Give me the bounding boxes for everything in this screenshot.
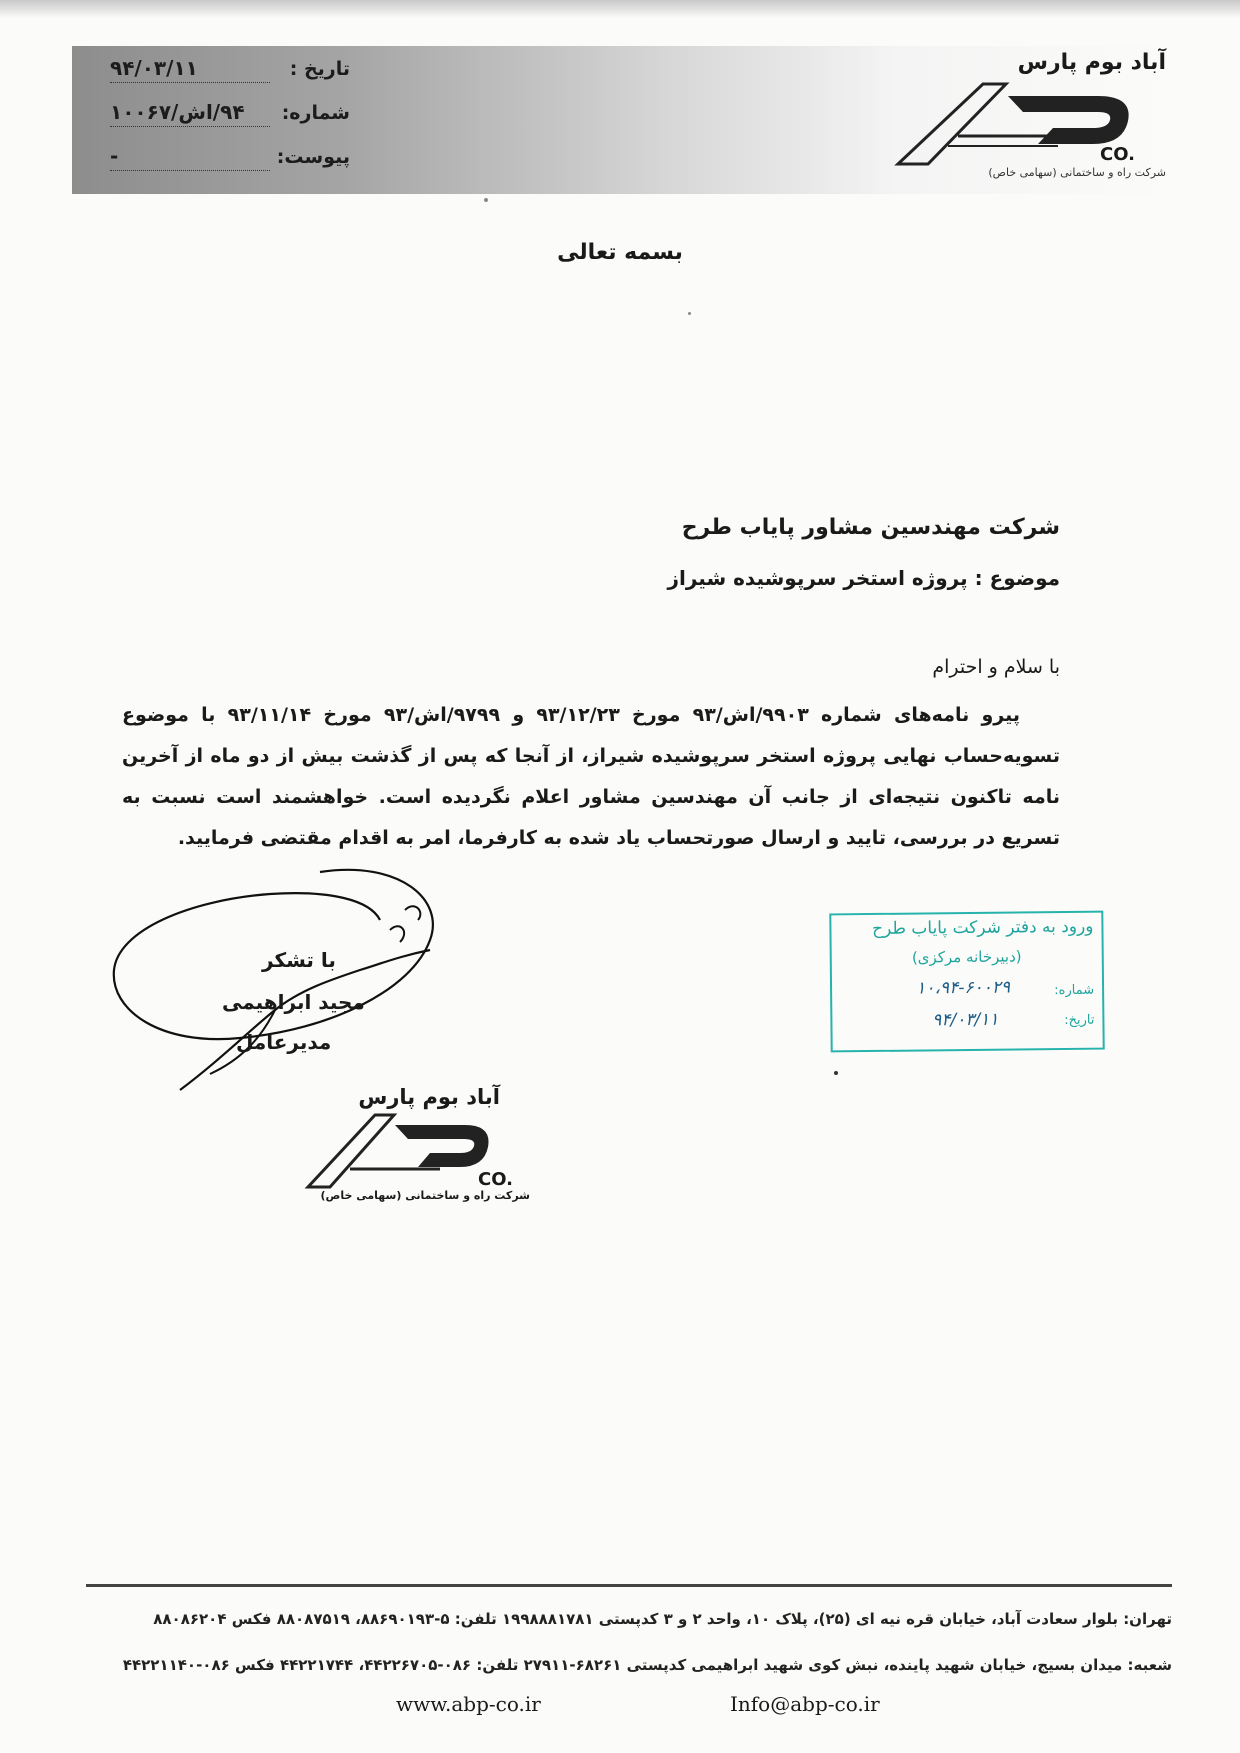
invocation: بسمه تعالی xyxy=(557,240,683,265)
company-seal xyxy=(300,1085,540,1215)
body-paragraph: پیرو نامه‌های شماره ۹۹۰۳/اش/۹۳ مورخ ۹۳/۱۲/۲۳ و ۹۷۹۹/اش/۹۳ مورخ ۹۳/۱۱/۱۴ با موضوع تسویه‌حساب نهایی پروژه استخر سرپوشیده شیراز، از آنجا که پس از گذشت بیش از دو ماه از آخرین نامه تاکنون نتیجه‌ای از جانب آن مهندسین مشاور اعلام نگردیده است. خواهشمند است نسبت به تسریع در بررسی، تایید و ارسال صورتحساب یاد شده به کارفرما، امر به اقدام مقتضی فرمایید. xyxy=(122,704,1060,849)
abp-seal-icon xyxy=(300,1107,500,1197)
meta-attachment-row xyxy=(110,144,350,188)
footer-address-main: تهران: بلوار سعادت آباد، خیابان قره نیه ای (۲۵)، پلاک ۱۰، واحد ۲ و ۳ کدپستی ۱۹۹۸۸۸۱۷۸۱ تلفن: ۵-۸۸۶۹۰۱۹۳، ۸۸۰۸۷۵۱۹ فکس ۸۸۰۸۶۲۰۴ xyxy=(153,1610,1172,1628)
signer-name: مجید ابراهیمی xyxy=(222,990,365,1014)
letter-body xyxy=(122,695,1060,859)
stamp-number-label: شماره: xyxy=(1054,982,1095,999)
seal-co-text: CO. xyxy=(478,1169,513,1190)
stamp-date-value: ۹۴/۰۳/۱۱ xyxy=(932,1009,999,1031)
recipient: شرکت مهندسین مشاور پایاب طرح xyxy=(681,515,1060,540)
received-stamp xyxy=(829,911,1104,1053)
number-value: ۹۴/اش/۱۰۰۶۷ xyxy=(110,100,270,127)
date-label: تاریخ : xyxy=(289,58,350,80)
number-label: شماره: xyxy=(281,102,350,124)
scan-speck xyxy=(834,1071,838,1075)
footer-website-link[interactable]: www.abp-co.ir xyxy=(396,1692,541,1716)
stamp-title: ورود به دفتر شرکت پایاب طرح xyxy=(871,916,1094,939)
scan-speck xyxy=(484,198,488,202)
company-subtitle: شرکت راه و ساختمانی (سهامی خاص) xyxy=(988,166,1166,179)
date-value: ۹۴/۰۳/۱۱ xyxy=(110,56,270,83)
footer-address-branch: شعبه: میدان بسیج، خیابان شهید پاینده، نبش کوی شهید ابراهیمی کدپستی ۶۸۲۶۱-۲۷۹۱۱ تلفن: ۰۸۶-۴۴۲۲۶۷۰۵، ۴۴۲۲۱۷۴۴ فکس ۰۸۶-۴۴۲۲۱۱۴۰ xyxy=(122,1656,1172,1674)
closing: با تشکر xyxy=(262,948,336,972)
subject-line: موضوع : پروژه استخر سرپوشیده شیراز xyxy=(667,566,1060,590)
stamp-number-value: ۱۰،۹۴-۶۰۰۲۹ xyxy=(916,977,1011,999)
stamp-date-label: تاریخ: xyxy=(1064,1012,1095,1028)
footer-email-link[interactable]: Info@abp-co.ir xyxy=(730,1692,880,1716)
company-name: آباد بوم پارس xyxy=(1017,50,1166,75)
company-logo-top xyxy=(888,50,1178,190)
seal-subtitle: شرکت راه و ساختمانی (سهامی خاص) xyxy=(320,1189,530,1202)
meta-number-row xyxy=(110,100,350,144)
footer-divider xyxy=(86,1584,1172,1587)
attachment-value: - xyxy=(110,144,270,171)
signer-title: مدیرعامل xyxy=(236,1030,332,1054)
stamp-subtitle: (دبیرخانه مرکزی) xyxy=(911,947,1022,967)
scan-speck xyxy=(688,312,691,315)
letter-meta xyxy=(110,56,350,188)
logo-co-text: CO. xyxy=(1100,144,1135,165)
meta-date-row xyxy=(110,56,350,100)
attachment-label: پیوست: xyxy=(276,146,350,168)
handwritten-signature-icon xyxy=(100,860,460,1100)
greeting: با سلام و احترام xyxy=(932,656,1060,678)
scan-edge xyxy=(0,0,1240,18)
seal-company-name: آباد بوم پارس xyxy=(358,1085,500,1109)
